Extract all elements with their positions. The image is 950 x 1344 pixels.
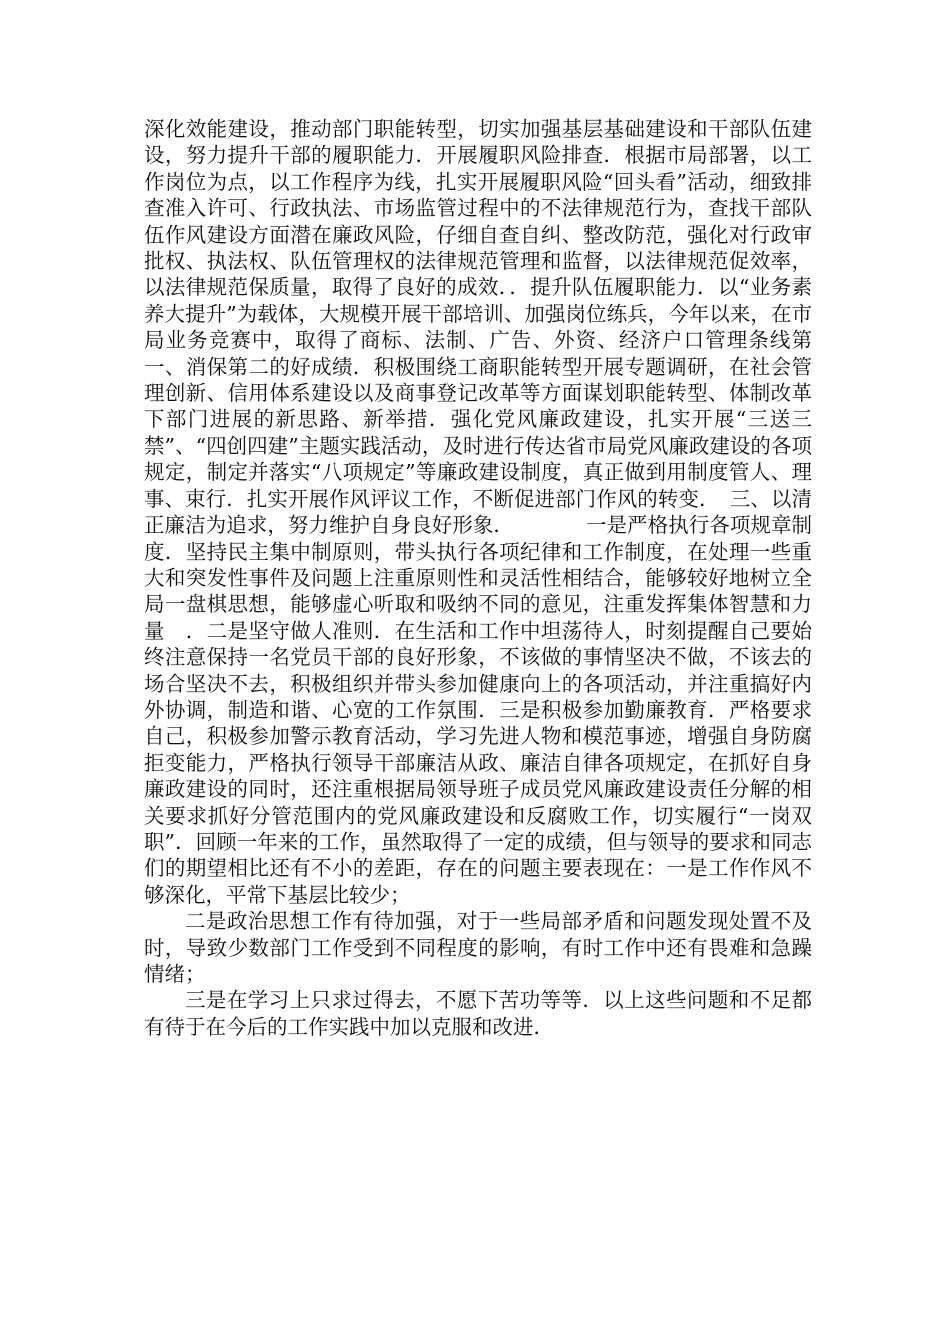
paragraph-3: 三是在学习上只求过得去，不愿下苦功等等．以上这些问题和不足都有待于在今后的工作实践中加以克服和改进． <box>144 988 812 1039</box>
paragraph-1: 深化效能建设，推动部门职能转型，切实加强基层基础建设和干部队伍建设，努力提升干部的履职能力．开展履职风险排查．根据市局部署，以工作岗位为点，以工作程序为线，扎实开展履职风险“回头看”活动，细致排查准入许可、行政执法、市场监管过程中的不法律规范行为，查找干部队伍作风建设方面潜在廉政风险，仔细自查自纠、整改防范，强化对行政审批权、执法权、队伍管理权的法律规范管理和监督，以法律规范促效率，以法律规范保质量，取得了良好的成效．．提升队伍履职能力．以“业务素养大提升”为载体，大规模开展干部培训、加强岗位练兵，今年以来，在市局业务竞赛中，取得了商标、法制、广告、外资、经济户口管理条线第一、消保第二的好成绩．积极围绕工商职能转型开展专题调研，在社会管理创新、信用体系建设以及商事登记改革等方面谋划职能转型、体制改革下部门进展的新思路、新举措．强化党风廉政建设，扎实开展“三送三禁”、“四创四建”主题实践活动，及时进行传达省市局党风廉政建设的各项规定，制定并落实“八项规定”等廉政建设制度，真正做到用制度管人、理事、束行．扎实开展作风评议工作，不断促进部门作风的转变． 三、以清正廉洁为追求，努力维护自身良好形象． 一是严格执行各项规章制度．坚持民主集中制原则，带头执行各项纪律和工作制度，在处理一些重大和突发性事件及问题上注重原则性和灵活性相结合，能够较好地树立全局一盘棋思想，能够虚心听取和吸纳不同的意见，注重发挥集体智慧和力量 ．二是坚守做人准则．在生活和工作中坦荡待人，时刻提醒自己要始终注意保持一名党员干部的良好形象，不该做的事情坚决不做，不该去的场合坚决不去，积极组织并带头参加健康向上的各项活动，并注重搞好内外协调，制造和谐、心宽的工作氛围．三是积极参加勤廉教育．严格要求自己，积极参加警示教育活动，学习先进人物和模范事迹，增强自身防腐拒变能力，严格执行领导干部廉洁从政、廉洁自律各项规定，在抓好自身廉政建设的同时，还注重根据局领导班子成员党风廉政建设责任分解的相关要求抓好分管范围内的党风廉政建设和反腐败工作，切实履行“一岗双职”．回顾一年来的工作，虽然取得了一定的成绩，但与领导的要求和同志们的期望相比还有不小的差距，存在的问题主要表现在：一是工作作风不够深化，平常下基层比较少； <box>144 117 812 907</box>
document-body <box>144 116 812 1040</box>
paragraph-2: 二是政治思想工作有待加强，对于一些局部矛盾和问题发现处置不及时，导致少数部门工作受到不同程度的影响，有时工作中还有畏难和急躁情绪； <box>144 909 812 986</box>
